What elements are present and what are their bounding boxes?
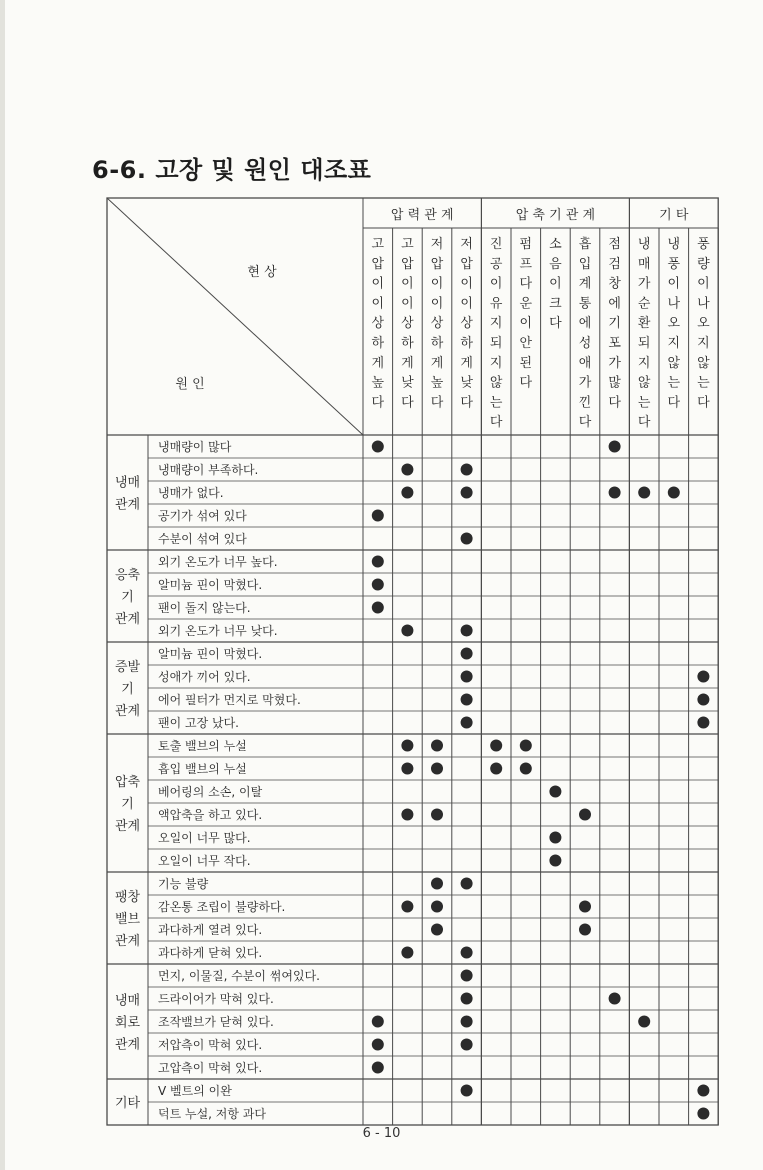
cause-label: 고압측이 막혀 있다. — [158, 1061, 263, 1075]
cause-label: 알미늄 핀이 막혔다. — [158, 647, 263, 661]
cause-label: 외기 온도가 너무 높다. — [158, 555, 278, 569]
symptom-header-8: 점 검 창 에 기 포 가 많 다 — [608, 237, 621, 411]
mark-dot — [461, 947, 473, 959]
mark-dot — [401, 740, 413, 752]
mark-dot — [461, 970, 473, 982]
mark-dot — [579, 809, 591, 821]
cause-label: 과다하게 열려 있다. — [158, 923, 263, 937]
group-header-1: 압 축 기 관 계 — [515, 208, 596, 223]
mark-dot — [668, 487, 680, 499]
cause-label: 에어 필터가 먼지로 막혔다. — [158, 693, 301, 707]
category-label-1: 관계 — [114, 612, 141, 627]
mark-dot — [490, 763, 502, 775]
page-number: 6 - 10 — [362, 1126, 401, 1141]
category-label-5: 회로 — [114, 1015, 141, 1031]
mark-dot — [609, 993, 621, 1005]
category-label-2: 증발 — [114, 660, 141, 675]
mark-dot — [401, 625, 413, 637]
mark-dot — [431, 763, 443, 775]
mark-dot — [431, 924, 443, 936]
mark-dot — [461, 1039, 473, 1051]
mark-dot — [579, 924, 591, 936]
mark-dot — [461, 694, 473, 706]
mark-dot — [461, 625, 473, 637]
mark-dot — [401, 487, 413, 499]
cause-label: 먼지, 이물질, 수분이 썪여있다. — [158, 969, 320, 983]
cause-label: 냉매량이 많다 — [158, 440, 232, 454]
diagonal-label-cause: 원 인 — [175, 377, 205, 392]
cause-label: 저압측이 막혀 있다. — [158, 1038, 263, 1052]
mark-dot — [372, 556, 384, 568]
symptom-header-2: 저 압 이 이 상 하 게 높 다 — [430, 237, 444, 411]
mark-dot — [609, 487, 621, 499]
mark-dot — [520, 740, 532, 752]
symptom-header-7: 흡 입 계 통 에 성 애 가 낀 다 — [578, 237, 592, 431]
category-label-0: 관계 — [114, 497, 141, 513]
mark-dot — [697, 717, 709, 729]
symptom-header-0: 고 압 이 이 상 하 게 높 다 — [371, 237, 385, 411]
mark-dot — [461, 993, 473, 1005]
symptom-header-1: 고 압 이 이 상 하 게 낮 다 — [401, 237, 414, 411]
mark-dot — [431, 809, 443, 821]
mark-dot — [461, 717, 473, 729]
cause-label: 공기가 섞여 있다 — [158, 509, 247, 523]
mark-dot — [697, 1108, 709, 1120]
cause-label: 오일이 너무 많다. — [158, 831, 251, 845]
category-label-5: 냉매 — [114, 993, 141, 1009]
symptom-header-4: 진 공 이 유 지 되 지 않 는 다 — [489, 237, 503, 431]
mark-dot — [697, 1085, 709, 1097]
cause-label: 수분이 섞여 있다 — [158, 532, 247, 546]
group-header-2: 기 타 — [659, 208, 689, 223]
mark-dot — [549, 832, 561, 844]
diagonal-label-symptom: 현 상 — [247, 265, 277, 280]
mark-dot — [549, 786, 561, 798]
mark-dot — [697, 694, 709, 706]
cause-label: 조작밸브가 닫혀 있다. — [158, 1015, 274, 1029]
mark-dot — [461, 648, 473, 660]
category-label-1: 기 — [121, 590, 134, 605]
cause-label: 냉매가 없다. — [158, 486, 224, 500]
mark-dot — [461, 487, 473, 499]
category-label-4: 팽창 — [114, 890, 141, 905]
mark-dot — [431, 740, 443, 752]
cause-label: 흡입 밸브의 누설 — [158, 762, 247, 776]
category-label-2: 기 — [121, 682, 134, 697]
mark-dot — [401, 901, 413, 913]
cause-label: 베어링의 소손, 이탈 — [158, 785, 263, 799]
category-label-3: 기 — [121, 797, 134, 812]
cause-label: 냉매량이 부족하다. — [158, 463, 259, 477]
symptom-header-6: 소 음 이 크 다 — [549, 237, 562, 332]
mark-dot — [401, 947, 413, 959]
mark-dot — [401, 763, 413, 775]
mark-dot — [490, 740, 502, 752]
mark-dot — [461, 671, 473, 683]
cause-label: 감온통 조립이 불량하다. — [158, 900, 286, 914]
mark-dot — [431, 901, 443, 913]
mark-dot — [372, 602, 384, 614]
category-label-1: 응축 — [114, 568, 141, 583]
page-title: 6-6. 고장 및 원인 대조표 — [92, 156, 372, 184]
mark-dot — [461, 878, 473, 890]
mark-dot — [461, 1085, 473, 1097]
category-label-3: 관계 — [114, 819, 141, 834]
mark-dot — [609, 441, 621, 453]
cause-label: 드라이어가 막혀 있다. — [158, 992, 274, 1006]
category-label-3: 압축 — [114, 775, 141, 790]
mark-dot — [638, 487, 650, 499]
mark-dot — [372, 1062, 384, 1074]
cause-label: 성애가 끼어 있다. — [158, 670, 251, 684]
category-label-6: 기타 — [114, 1096, 141, 1111]
cause-label: 팬이 돌지 않는다. — [158, 601, 251, 615]
cause-label: 덕트 누설, 저항 과다 — [158, 1107, 266, 1121]
mark-dot — [461, 533, 473, 545]
cause-label: 기능 불량 — [158, 877, 209, 891]
mark-dot — [372, 1039, 384, 1051]
category-label-4: 밸브 — [114, 912, 141, 927]
mark-dot — [372, 510, 384, 522]
mark-dot — [401, 464, 413, 476]
mark-dot — [579, 901, 591, 913]
mark-dot — [401, 809, 413, 821]
cause-label: 액압축을 하고 있다. — [158, 808, 263, 822]
mark-dot — [461, 464, 473, 476]
mark-dot — [638, 1016, 650, 1028]
cause-label: 과다하게 닫혀 있다. — [158, 946, 263, 960]
cause-label: 팬이 고장 났다. — [158, 716, 239, 730]
cause-label: 외기 온도가 너무 낮다. — [158, 624, 278, 638]
symptom-header-9: 냉 매 가 순 환 되 지 않 는 다 — [637, 237, 651, 431]
mark-dot — [372, 441, 384, 453]
category-label-5: 관계 — [114, 1037, 141, 1053]
mark-dot — [520, 763, 532, 775]
category-label-0: 냉매 — [114, 475, 141, 491]
category-label-4: 관계 — [114, 934, 141, 949]
mark-dot — [431, 878, 443, 890]
symptom-header-10: 냉 풍 이 나 오 지 않 는 다 — [667, 237, 681, 411]
diagonal-line — [107, 198, 363, 435]
symptom-header-3: 저 압 이 이 상 하 게 낮 다 — [460, 237, 473, 411]
cause-label: 토출 밸브의 누설 — [158, 739, 247, 753]
mark-dot — [372, 1016, 384, 1028]
cause-label: 오일이 너무 작다. — [158, 854, 251, 868]
symptom-header-5: 펌 프 다 운 이 안 된 다 — [519, 237, 533, 391]
mark-dot — [549, 855, 561, 867]
mark-dot — [461, 1016, 473, 1028]
mark-dot — [372, 579, 384, 591]
cause-label: V 벨트의 이완 — [158, 1084, 232, 1098]
mark-dot — [697, 671, 709, 683]
group-header-0: 압 력 관 계 — [390, 208, 454, 223]
cause-label: 알미늄 핀이 막혔다. — [158, 578, 263, 592]
category-label-2: 관계 — [114, 704, 141, 719]
symptom-header-11: 풍 량 이 나 오 지 않 는 다 — [697, 237, 710, 411]
